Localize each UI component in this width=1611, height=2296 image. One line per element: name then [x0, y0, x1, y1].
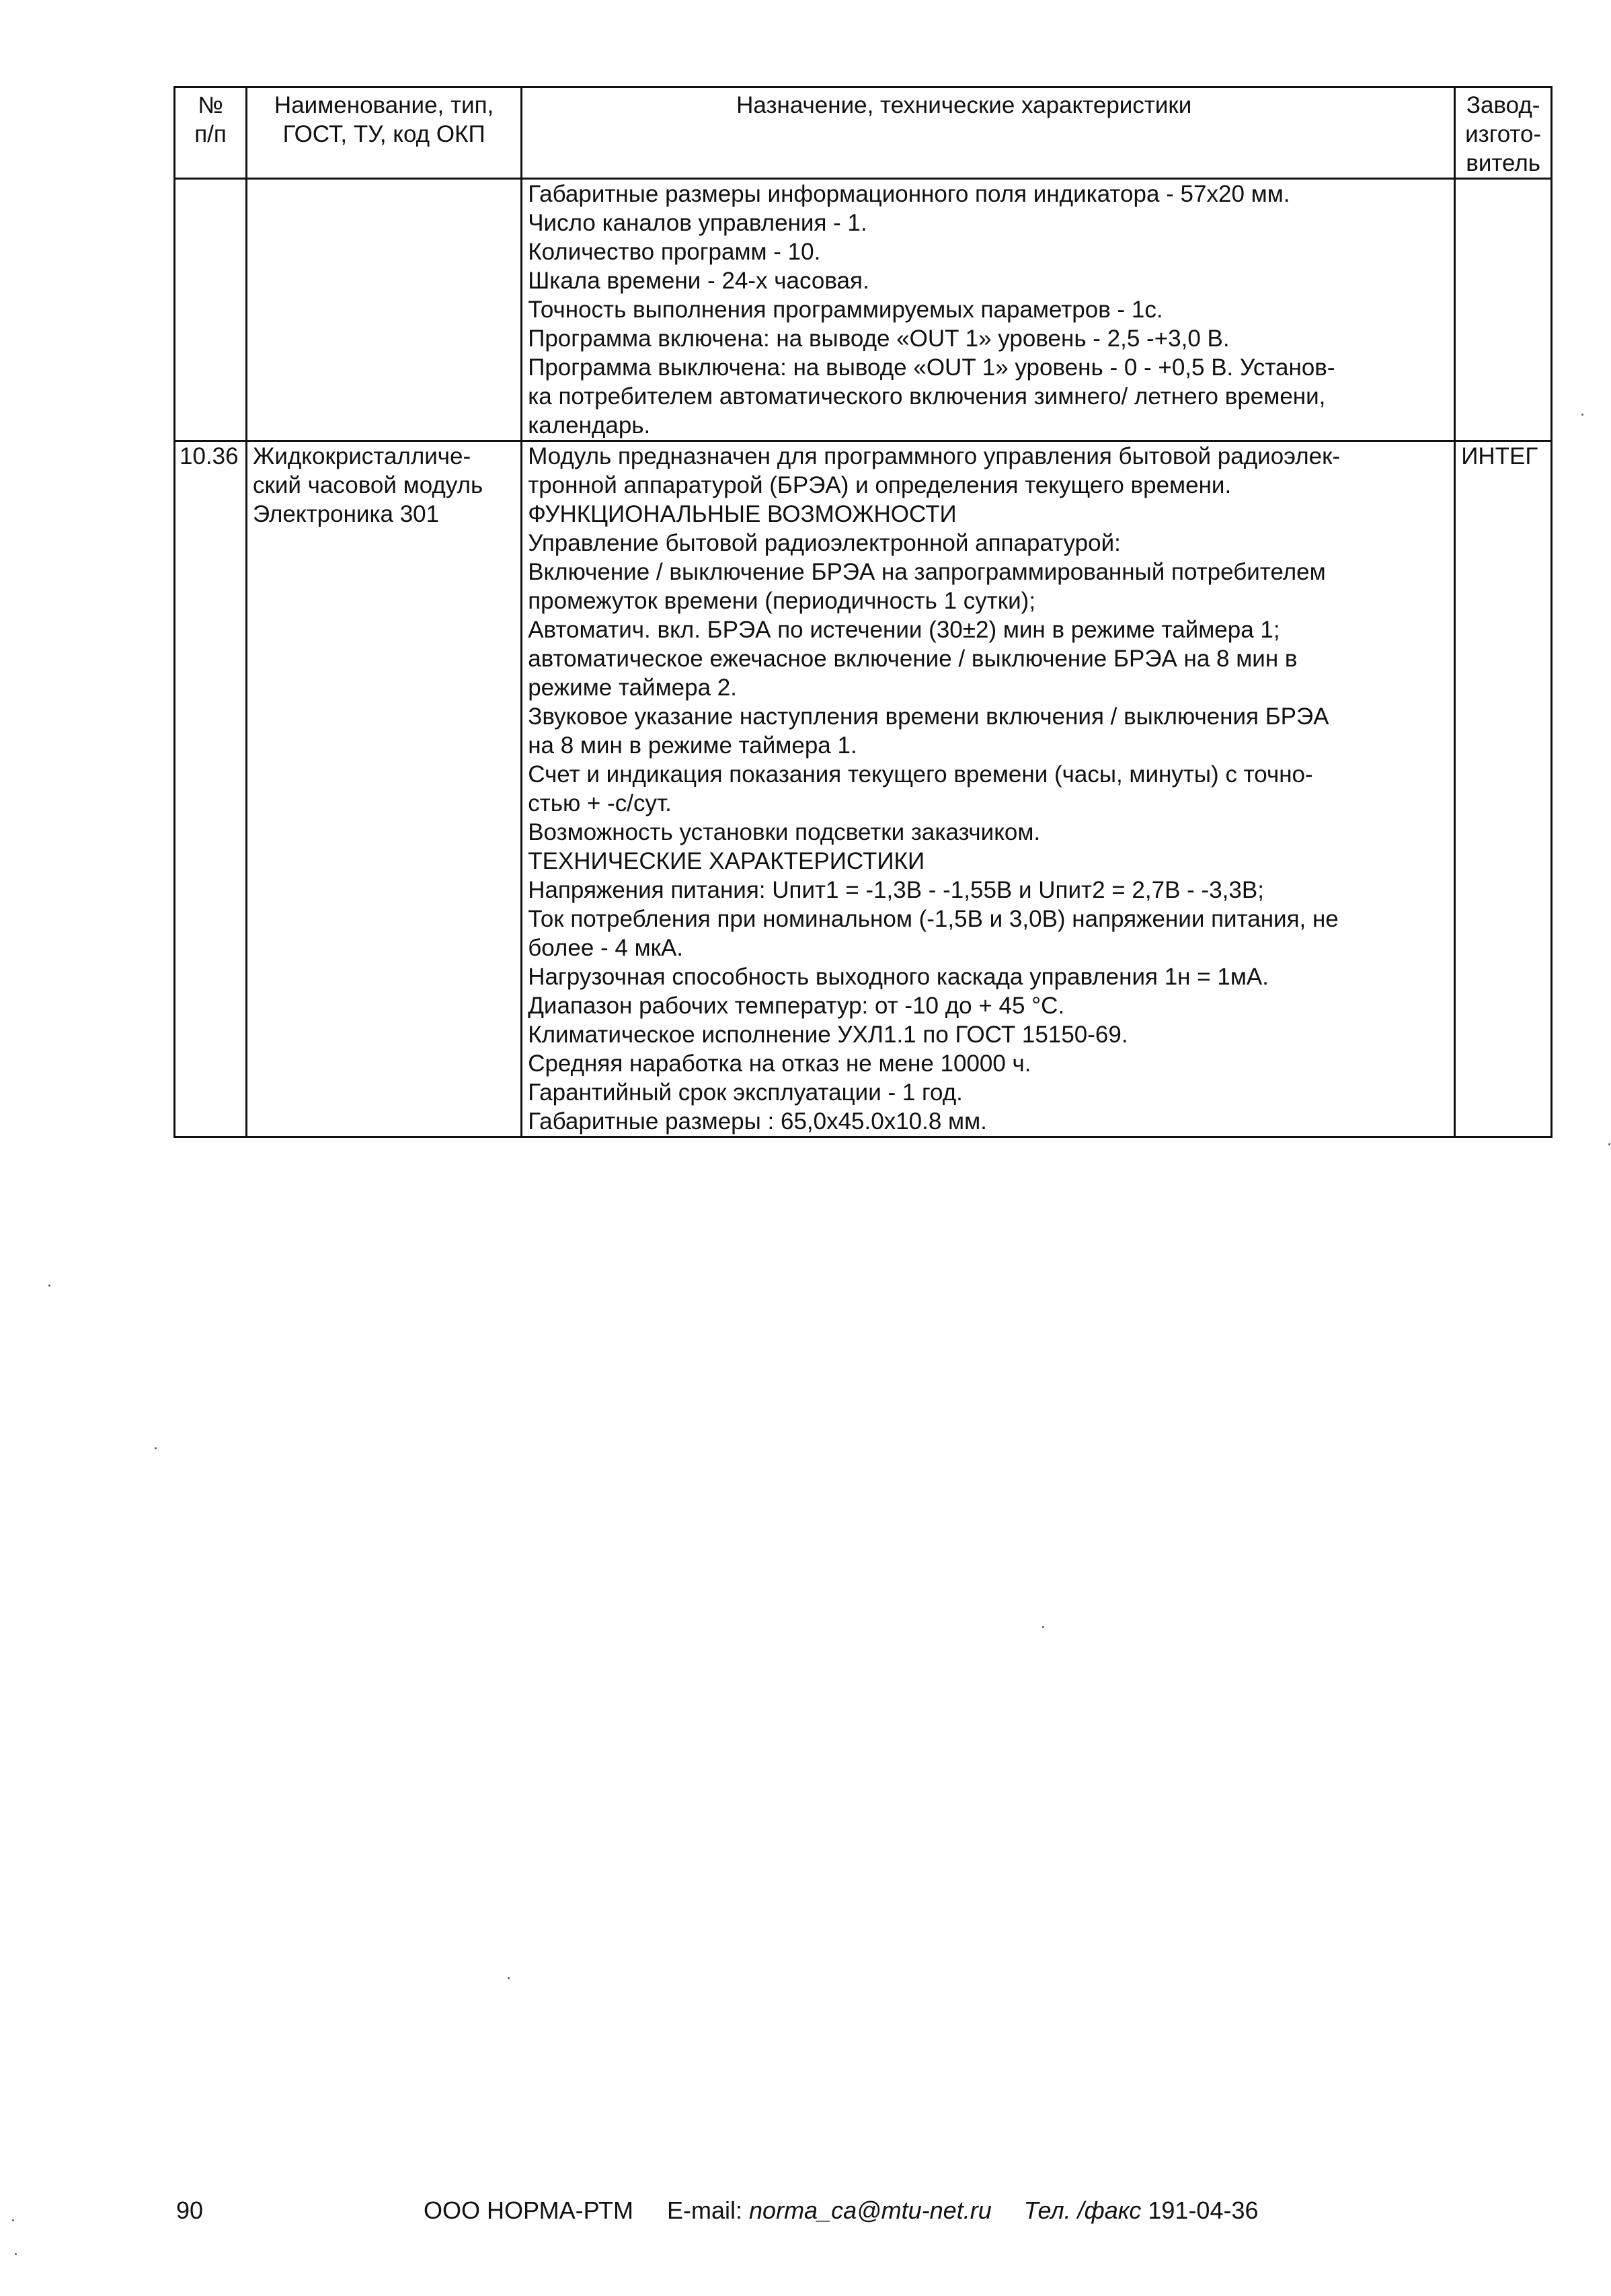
- scan-speck: [155, 1447, 157, 1449]
- row-2-desc-line: Звуковое указание наступления времени включения / выключения БРЭА: [528, 703, 1329, 730]
- scan-speck: [15, 2253, 17, 2255]
- row-2-desc-line: ТЕХНИЧЕСКИЕ ХАРАКТЕРИСТИКИ: [528, 848, 925, 874]
- row-2-name-line: ский часовой модуль: [253, 472, 483, 498]
- table-row: [175, 441, 1552, 1137]
- row-2-desc-line: Гарантийный срок эксплуатации - 1 год.: [528, 1079, 963, 1106]
- header-num: [175, 87, 247, 179]
- header-name-line-1: Наименование, тип,: [274, 92, 494, 118]
- row-2-desc-line: Климатическое исполнение УХЛ1.1 по ГОСТ 15150-69.: [528, 1022, 1128, 1048]
- row-1-desc-line: ка потребителем автоматического включения зимнего/ летнего времени,: [528, 383, 1326, 410]
- email-label: E-mail:: [667, 2196, 743, 2224]
- header-mfr-line-3: витель: [1466, 150, 1540, 176]
- footer-contacts: [424, 2196, 1259, 2225]
- row-2-desc-line: ФУНКЦИОНАЛЬНЫЕ ВОЗМОЖНОСТИ: [528, 501, 957, 527]
- row-2-desc-line: Напряжения питания: Uпит1 = -1,3В - -1,55В и Uпит2 = 2,7В - -3,3В;: [528, 877, 1264, 903]
- header-desc: [522, 87, 1455, 179]
- row-2-desc-line: стью + -с/сут.: [528, 790, 672, 816]
- row-2-name-line: Жидкокристалличе-: [253, 443, 471, 469]
- row-2-desc-line: промежуток времени (периодичность 1 сутки);: [528, 588, 1036, 614]
- row-2-desc-line: Средняя наработка на отказ не мене 10000 ч.: [528, 1050, 1031, 1077]
- row-2-desc-line: Диапазон рабочих температур: от -10 до + 45 °С.: [528, 993, 1065, 1019]
- header-mfr-line-1: Завод-: [1466, 92, 1540, 118]
- row-1-mfr: [1455, 179, 1552, 441]
- table-header-row: [175, 87, 1552, 179]
- row-1-desc-line: календарь.: [528, 412, 651, 438]
- row-2-desc: [522, 441, 1455, 1137]
- phone-number: 191-04-36: [1148, 2196, 1259, 2224]
- row-2-desc-line: Габаритные размеры : 65,0х45.0х10.8 мм.: [528, 1108, 987, 1135]
- row-2-desc-line: режиме таймера 2.: [528, 675, 737, 701]
- scan-speck: [1042, 1626, 1044, 1628]
- header-num-line-2: п/п: [194, 121, 227, 147]
- row-2-desc-line: автоматическое ежечасное включение / выключение БРЭА на 8 мин в: [528, 646, 1298, 672]
- company-name: ООО НОРМА-РТМ: [424, 2196, 633, 2224]
- row-2-desc-line: на 8 мин в режиме таймера 1.: [528, 732, 857, 759]
- row-2-desc-line: Счет и индикация показания текущего времени (часы, минуты) с точно-: [528, 761, 1313, 788]
- scan-speck: [12, 2219, 14, 2221]
- page-number: 90: [176, 2196, 204, 2224]
- row-2-desc-line: Ток потребления при номинальном (-1,5В и 3,0В) напряжении питания, не: [528, 906, 1339, 932]
- row-1-desc-line: Габаритные размеры информационного поля индикатора - 57х20 мм.: [528, 181, 1290, 207]
- row-1-name: [247, 179, 522, 441]
- header-desc-line-1: Назначение, технические характеристики: [736, 92, 1192, 118]
- row-2-desc-line: Возможность установки подсветки заказчиком.: [528, 819, 1041, 845]
- table-row: [175, 179, 1552, 441]
- scan-speck: [508, 1977, 510, 1979]
- header-name: [247, 87, 522, 179]
- email-address: norma_ca@mtu-net.ru: [749, 2196, 992, 2224]
- row-1-desc-line: Программа выключена: на выводе «OUT 1» уровень - 0 - +0,5 В. Установ-: [528, 354, 1335, 381]
- header-num-line-1: №: [198, 92, 223, 118]
- row-2-desc-line: Нагрузочная способность выходного каскада управления 1н = 1мА.: [528, 964, 1269, 990]
- row-2-desc-line: более - 4 мкА.: [528, 935, 684, 961]
- row-2-desc-line: Включение / выключение БРЭА на запрограммированный потребителем: [528, 559, 1326, 585]
- row-1-desc-line: Точность выполнения программируемых параметров - 1с.: [528, 297, 1163, 323]
- spec-table: [173, 86, 1553, 1138]
- header-name-line-2: ГОСТ, ТУ, код ОКП: [282, 121, 485, 147]
- header-mfr: [1455, 87, 1552, 179]
- row-2-num: 10.36: [175, 441, 247, 1137]
- header-mfr-line-2: изгото-: [1465, 121, 1542, 147]
- scan-speck: [1608, 1143, 1610, 1145]
- row-2-mfr: ИНТЕГ: [1455, 441, 1552, 1137]
- row-1-num: [175, 179, 247, 441]
- scan-speck: [48, 1285, 50, 1287]
- row-1-desc-line: Количество программ - 10.: [528, 239, 821, 265]
- scan-speck: [1581, 414, 1583, 416]
- row-2-desc-line: Управление бытовой радиоэлектронной аппаратурой:: [528, 530, 1121, 556]
- row-1-desc: [522, 179, 1455, 441]
- row-2-name: [247, 441, 522, 1137]
- row-2-desc-line: Модуль предназначен для программного управления бытовой радиоэлек-: [528, 443, 1341, 469]
- row-2-name-line: Электроника 301: [253, 501, 440, 527]
- row-2-desc-line: тронной аппаратурой (БРЭА) и определения текущего времени.: [528, 472, 1232, 498]
- row-1-desc-line: Шкала времени - 24-х часовая.: [528, 268, 869, 294]
- row-1-desc-line: Программа включена: на выводе «OUT 1» уровень - 2,5 -+3,0 В.: [528, 326, 1230, 352]
- row-2-desc-line: Автоматич. вкл. БРЭА по истечении (30±2) мин в режиме таймера 1;: [528, 617, 1280, 643]
- row-1-desc-line: Число каналов управления - 1.: [528, 210, 867, 236]
- phone-label-text: Тел. /факс: [1023, 2196, 1142, 2224]
- phone-label: [1024, 2196, 1259, 2224]
